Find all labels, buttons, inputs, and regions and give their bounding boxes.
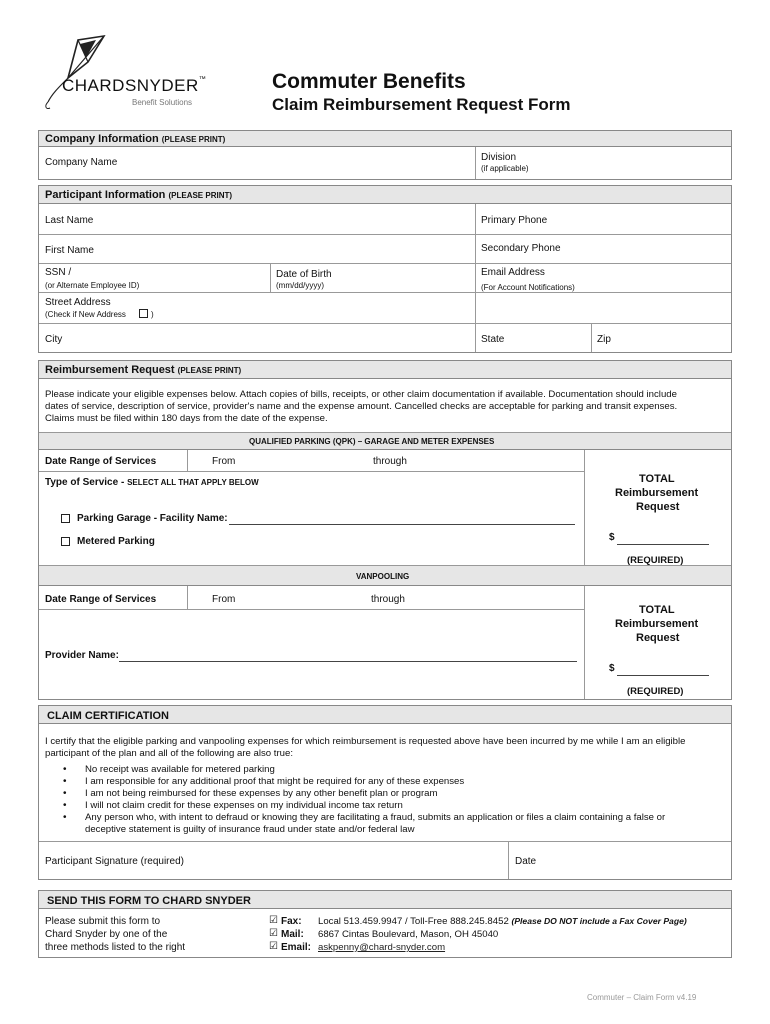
parking-garage-checkbox[interactable]	[61, 514, 70, 523]
send-header: SEND THIS FORM TO CHARD SNYDER	[47, 895, 251, 907]
certification-intro-2: participant of the plan and all of the following are also true:	[45, 748, 293, 759]
qpk-dollar: $	[609, 532, 615, 543]
vanpool-total-line-2: Reimbursement	[615, 618, 699, 630]
vanpool-from-field[interactable]: From	[212, 594, 236, 605]
participant-header-note: (PLEASE PRINT)	[168, 191, 233, 200]
provider-name-label: Provider Name:	[45, 650, 119, 661]
certification-bullet-5-cont: deceptive statement is guilty of insurance fraud under state and/or federal law	[85, 824, 415, 835]
parking-garage-label: Parking Garage - Facility Name:	[77, 513, 228, 524]
bullet-dot: •	[63, 788, 67, 799]
vanpool-dollar: $	[609, 663, 615, 674]
city-field[interactable]: City	[45, 334, 63, 345]
qpk-required: (REQUIRED)	[627, 555, 684, 566]
send-section	[38, 890, 732, 958]
vanpool-header: VANPOOLING	[356, 572, 410, 581]
vanpool-total-line-1: TOTAL	[639, 604, 675, 616]
signature-date-field[interactable]: Date	[515, 856, 537, 867]
send-desc-3: three methods listed to the right	[45, 942, 186, 953]
company-name-field[interactable]: Company Name	[45, 157, 118, 168]
select-all-note: SELECT ALL THAT APPLY BELOW	[127, 478, 259, 487]
email-check-icon: ☑	[269, 941, 278, 952]
reimbursement-header-note: (PLEASE PRINT)	[177, 366, 242, 375]
fax-label: Fax:	[281, 916, 302, 927]
kite-logo-icon	[40, 30, 130, 116]
dob-field[interactable]: Date of Birth	[276, 269, 332, 280]
participant-signature-field[interactable]: Participant Signature (required)	[45, 856, 184, 867]
instructions-line-3: Claims must be filed within 180 days from the date of the expense.	[45, 413, 328, 424]
ssn-field[interactable]: SSN /	[45, 267, 72, 278]
logo-name: CHARDSNYDER	[62, 76, 199, 95]
company-section	[38, 130, 732, 180]
bullet-dot: •	[63, 812, 67, 823]
dob-note: (mm/dd/yyyy)	[276, 281, 324, 290]
first-name-field[interactable]: First Name	[45, 245, 94, 256]
qpk-total-input[interactable]	[617, 544, 709, 545]
certification-header: CLAIM CERTIFICATION	[47, 710, 170, 722]
certification-bullet-4: I will not claim credit for these expenses on my individual income tax return	[85, 800, 403, 811]
form-title: Commuter Benefits	[272, 70, 466, 93]
email-note: (For Account Notifications)	[481, 283, 575, 292]
type-of-service-label: Type of Service -	[45, 477, 128, 488]
metered-parking-checkbox[interactable]	[61, 537, 70, 546]
bullet-dot: •	[63, 764, 67, 775]
company-header: Company Information	[45, 133, 159, 145]
logo	[40, 30, 230, 116]
provider-name-input[interactable]	[119, 661, 577, 662]
email-label: Email:	[281, 942, 312, 953]
certification-section	[38, 705, 732, 880]
email-field[interactable]: Email Address	[481, 267, 545, 278]
mail-check-icon: ☑	[269, 928, 278, 939]
qpk-date-range-label: Date Range of Services	[45, 456, 157, 467]
company-header-note: (PLEASE PRINT)	[161, 135, 226, 144]
bullet-dot: •	[63, 800, 67, 811]
certification-bullet-1: No receipt was available for metered parking	[85, 764, 275, 775]
state-field[interactable]: State	[481, 334, 505, 345]
logo-tm: ™	[198, 76, 207, 83]
new-address-checkbox[interactable]	[139, 309, 148, 318]
footer-version: Commuter – Claim Form v4.19	[587, 993, 697, 1002]
primary-phone-field[interactable]: Primary Phone	[481, 215, 548, 226]
zip-field[interactable]: Zip	[597, 334, 611, 345]
division-note: (if applicable)	[481, 164, 529, 173]
reimbursement-header: Reimbursement Request	[45, 364, 175, 376]
vanpool-total-line-3: Request	[636, 632, 680, 644]
vanpool-required: (REQUIRED)	[627, 686, 684, 697]
street-note-close: )	[151, 310, 154, 319]
mail-value: 6867 Cintas Boulevard, Mason, OH 45040	[318, 929, 499, 940]
qpk-from-field[interactable]: From	[212, 456, 236, 467]
form-subtitle: Claim Reimbursement Request Form	[272, 95, 571, 114]
instructions-line-1: Please indicate your eligible expenses below. Attach copies of bills, receipts, or other claim documentation if available. Documentation should include	[45, 389, 677, 400]
send-desc-1: Please submit this form to	[45, 916, 161, 927]
metered-parking-label: Metered Parking	[77, 536, 155, 547]
certification-bullet-5: Any person who, with intent to defraud or knowing they are facilitating a fraud, submits an application or files a claim containing a false or	[85, 812, 666, 823]
street-address-field[interactable]: Street Address	[45, 297, 111, 308]
email-link[interactable]: askpenny@chard-snyder.com	[318, 942, 446, 953]
secondary-phone-field[interactable]: Secondary Phone	[481, 243, 561, 254]
division-field[interactable]: Division	[481, 152, 517, 163]
vanpool-total-input[interactable]	[617, 675, 709, 676]
street-note: (Check if New Address	[45, 310, 126, 319]
instructions-line-2: dates of service, description of service, provider's name and the expense amount. Cancelled checks are acceptable for parking and transit expenses.	[45, 401, 678, 412]
vanpool-date-range-label: Date Range of Services	[45, 594, 157, 605]
last-name-field[interactable]: Last Name	[45, 215, 94, 226]
vanpool-through-field[interactable]: through	[371, 594, 405, 605]
send-desc-2: Chard Snyder by one of the	[45, 929, 168, 940]
qpk-total-line-2: Reimbursement	[615, 487, 699, 499]
reimbursement-section	[38, 360, 732, 700]
certification-bullet-3: I am not being reimbursed for these expenses by any other benefit plan or program	[85, 788, 438, 799]
qpk-header: QUALIFIED PARKING (QPK) – GARAGE AND METER EXPENSES	[249, 437, 495, 446]
qpk-total-line-1: TOTAL	[639, 473, 675, 485]
fax-note: (Please DO NOT include a Fax Cover Page)	[511, 916, 687, 926]
mail-label: Mail:	[281, 929, 304, 940]
fax-check-icon: ☑	[269, 915, 278, 926]
qpk-through-field[interactable]: through	[373, 456, 407, 467]
fax-value: Local 513.459.9947 / Toll-Free 888.245.8452	[318, 916, 512, 927]
participant-section	[38, 185, 732, 353]
participant-header: Participant Information	[45, 189, 166, 201]
facility-name-input[interactable]	[229, 524, 575, 525]
qpk-total-line-3: Request	[636, 501, 680, 513]
certification-intro-1: I certify that the eligible parking and vanpooling expenses for which reimbursement is requested above have been incurred by me while I am an eligible	[45, 736, 686, 747]
certification-bullet-2: I am responsible for any additional proof that might be required for any of these expenses	[85, 776, 465, 787]
bullet-dot: •	[63, 776, 67, 787]
ssn-note: (or Alternate Employee ID)	[45, 281, 140, 290]
logo-tagline: Benefit Solutions	[132, 98, 193, 107]
